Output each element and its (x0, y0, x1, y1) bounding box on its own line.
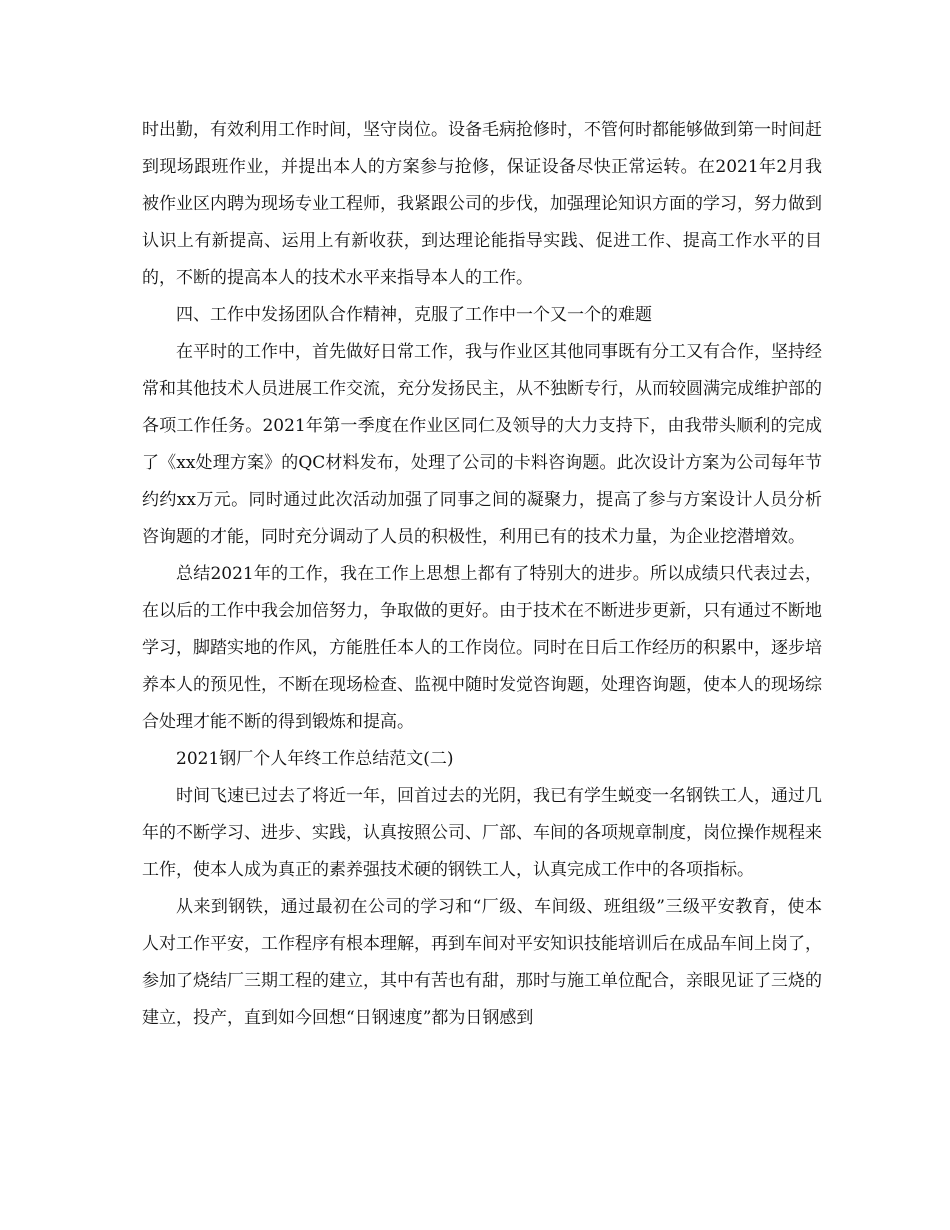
paragraph-teamwork: 在平时的工作中，首先做好日常工作，我与作业区其他同事既有分工又有合作，坚持经常和其他技术人员进展工作交流，充分发扬民主，从不独断专行，从而较圆满完成维护部的各项工作任务。2021年第一季度在作业区同仁及领导的大力支持下，由我带头顺利的完成了《xx处理方案》的QC材料发布，处理了公司的卡料咨询题。此次设计方案为公司每年节约约xx万元。同时通过此次活动加强了同事之间的凝聚力，提高了参与方案设计人员分析咨询题的才能，同时充分调动了人员的积极性，利用已有的技术力量，为企业挖潜增效。 (142, 342, 822, 547)
section-heading-teamwork: 四、工作中发扬团队合作精神，克服了工作中一个又一个的难题 (176, 305, 652, 325)
article-title-part-two: 2021钢厂个人年终工作总结范文(二) (176, 749, 454, 769)
paragraph-summary: 总结2021年的工作，我在工作上思想上都有了特别大的进步。所以成绩只代表过去，在以后的工作中我会加倍努力，争取做的更好。由于技术在不断进步更新，只有通过不断地学习，脚踏实地的作风，方能胜任本人的工作岗位。同时在日后工作经历的积累中，逐步培养本人的预见性，不断在现场检查、监视中随时发觉咨询题，处理咨询题，使本人的现场综合处理才能不断的得到锻炼和提高。 (142, 564, 822, 732)
document-body (142, 112, 822, 1037)
paragraph-training: 从来到钢铁，通过最初在公司的学习和“厂级、车间级、班组级”三级平安教育，使本人对工作平安，工作程序有根本理解，再到车间对平安知识技能培训后在成品车间上岗了，参加了烧结厂三期工程的建立，其中有苦也有甜，那时与施工单位配合，亲眼见证了三烧的建立，投产，直到如今回想“日钢速度”都为日钢感到 (142, 897, 822, 1028)
paragraph-intro-part-two: 时间飞速已过去了将近一年，回首过去的光阴，我已有学生蜕变一名钢铁工人，通过几年的不断学习、进步、实践，认真按照公司、厂部、车间的各项规章制度，岗位操作规程来工作，使本人成为真正的素养强技术硬的钢铁工人，认真完成工作中的各项指标。 (142, 786, 822, 880)
paragraph-continuation: 时出勤，有效利用工作时间，坚守岗位。设备毛病抢修时，不管何时都能够做到第一时间赶到现场跟班作业，并提出本人的方案参与抢修，保证设备尽快正常运转。在2021年2月我被作业区内聘为现场专业工程师，我紧跟公司的步伐，加强理论知识方面的学习，努力做到认识上有新提高、运用上有新收获，到达理论能指导实践、促进工作、提高工作水平的目的，不断的提高本人的技术水平来指导本人的工作。 (142, 120, 822, 288)
